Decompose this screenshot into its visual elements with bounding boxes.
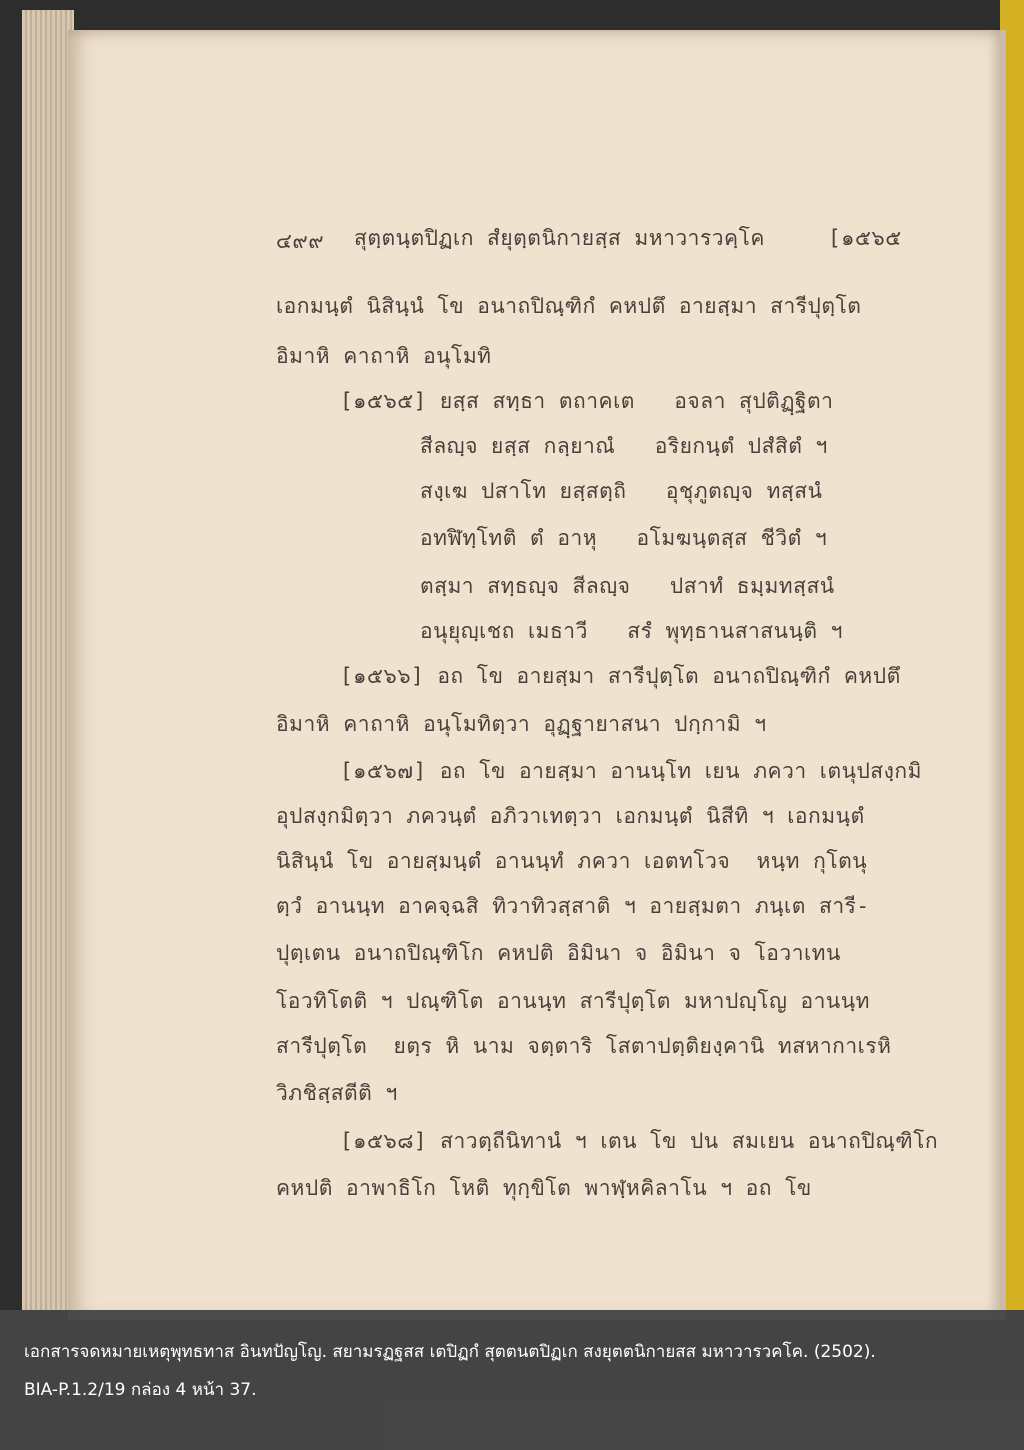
text-line: เอกมนฺตํ นิสินฺนํ โข อนาถปิณฺฑิกํ คหปตึ อายสฺมา สารีปุตฺโต [276,294,862,318]
verse-line: [๑๕๖๕] ยสฺส สทฺธา ตถาคเต อจลา สุปติฏฺฐิตา [340,389,834,413]
verse-line: อทฬิทฺโทติ ตํ อาหุ อโมฆนฺตสฺส ชีวิตํ ฯ [420,526,828,550]
text-line: อิมาหิ คาถาหิ อนุโมทิ [276,344,492,368]
page-number: ๔๙๙ [276,229,325,253]
text-line: อิมาหิ คาถาหิ อนุโมทิตฺวา อุฏฺฐายาสนา ปกฺกามิ ฯ [276,712,767,736]
section-marker: [๑๕๖๕ [828,226,902,250]
text-line: วิภชิสฺสตีติ ฯ [276,1081,398,1105]
caption-citation: เอกสารจดหมายเหตุพุทธทาส อินทปัญโญ. สยามรฏฐสส เตปิฏกํ สุตตนตปิฏเก สงยุตตนิกายสส มหาวารวคโค. (2502). [24,1342,876,1362]
text-line: ตฺวํ อานนฺท อาคจฺฉสิ ทิวาทิวสฺสาติ ฯ อายสฺมตา ภนฺเต สารี- [276,894,870,918]
text-line: คหปติ อาพาธิโก โหติ ทุกฺขิโต พาฬฺหคิลาโน ฯ อถ โข [276,1176,812,1200]
text-line: ปุตฺเตน อนาถปิณฺฑิโก คหปติ อิมินา จ อิมินา จ โอวาเทน [276,941,841,965]
verse-line: สงฺเฆ ปสาโท ยสฺสตฺถิ อุชุภูตญฺจ ทสฺสนํ [420,479,823,503]
verse-line: ตสฺมา สทฺธญฺจ สีลญฺจ ปสาทํ ธมฺมทสฺสนํ [420,574,835,598]
page-stack-edge [22,10,74,1310]
text-line: [๑๕๖๖] อถ โข อายสฺมา สารีปุตฺโต อนาถปิณฺฑิกํ คหปตึ [340,664,901,688]
running-title: สุตฺตนฺตปิฏเก สํยุตฺตนิกายสฺส มหาวารวคฺโค [354,226,765,250]
text-line: นิสินฺนํ โข อายสฺมนฺตํ อานนฺทํ ภควา เอตทโวจ หนฺท กุโตนุ [276,849,868,873]
text-line: [๑๕๖๗] อถ โข อายสฺมา อานนฺโท เยน ภควา เตนุปสงฺกมิ [340,759,922,783]
caption-reference: BIA-P.1.2/19 กล่อง 4 หน้า 37. [24,1380,257,1400]
text-line: โอวทิโตติ ฯ ปณฺฑิโต อานนฺท สารีปุตฺโต มหาปญฺโญ อานนฺท [276,989,870,1013]
text-line: สารีปุตฺโต ยตฺร หิ นาม จตฺตาริ โสตาปตฺติยงฺคานิ ทสหากาเรหิ [276,1034,892,1058]
page-right-edge [1000,30,1006,1320]
verse-line: อนุยุญฺเชถ เมธาวี สรํ พุทฺธานสาสนนฺติ ฯ [420,619,843,643]
verse-line: สีลญฺจ ยสฺส กลฺยาณํ อริยกนฺตํ ปสํสิตํ ฯ [420,434,828,458]
archive-caption [0,1310,1024,1450]
text-line: [๑๕๖๘] สาวตฺถีนิทานํ ฯ เตน โข ปน สมเยน อนาถปิณฺฑิโก [340,1129,939,1153]
text-line: อุปสงฺกมิตฺวา ภควนฺตํ อภิวาเทตฺวา เอกมนฺตํ นิสีทิ ฯ เอกมนฺตํ [276,804,865,828]
